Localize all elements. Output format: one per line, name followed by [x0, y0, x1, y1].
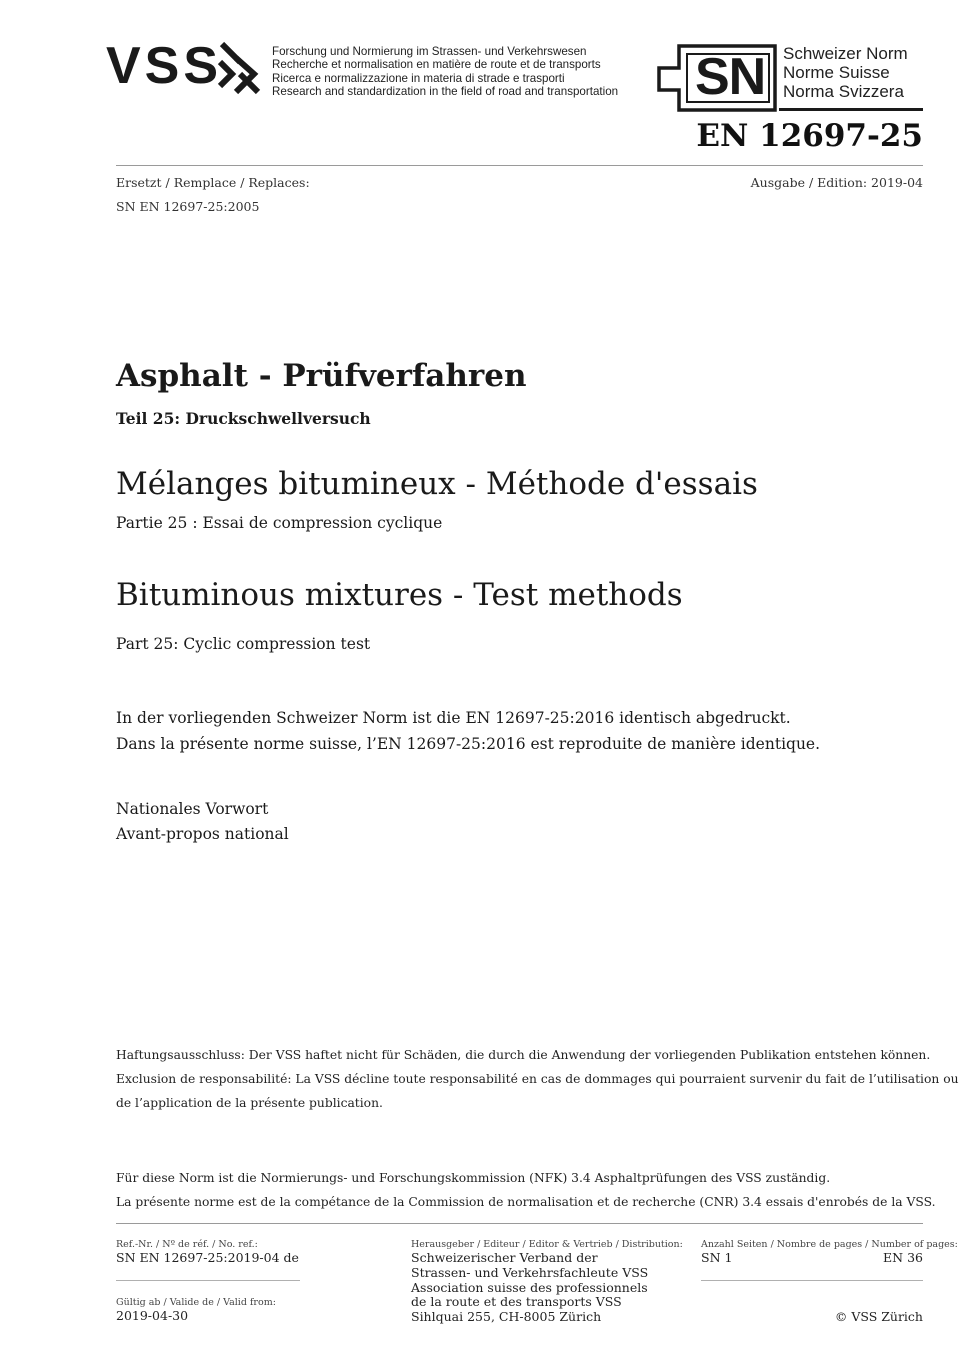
ref-label: Ref.-Nr. / Nº de réf. / No. ref.:: [116, 1239, 258, 1250]
title-en: Bituminous mixtures - Test methods: [116, 577, 683, 613]
vss-logo: [106, 37, 266, 100]
foreword-de: Nationales Vorwort: [116, 800, 269, 818]
pages-en: EN 36: [883, 1250, 923, 1265]
committee-fr: La présente norme est de la compétance de la Commission de normalisation et de recherche (CNR) 3.4 essais d'enrobés de la VSS.: [116, 1195, 936, 1209]
publisher-line: Strassen- und Verkehrsfachleute VSS: [411, 1264, 649, 1280]
vss-tagline-de: Forschung und Normierung im Strassen- und Verkehrswesen: [272, 45, 587, 58]
vss-tagline: [272, 45, 618, 99]
title-fr: Mélanges bitumineux - Méthode d'essais: [116, 466, 758, 502]
copyright: © VSS Zürich: [834, 1309, 923, 1324]
disclaimer-fr-line1: Exclusion de responsabilité: La VSS décline toute responsabilité en cas de dommages qui pourraient survenir du fait de l’utilisation ou: [116, 1072, 959, 1086]
disclaimer-de: Haftungsausschluss: Der VSS haftet nicht für Schäden, die durch die Anwendung der vorliegenden Publikation entstehen können.: [116, 1048, 931, 1062]
statement-fr: Dans la présente norme suisse, l’EN 12697-25:2016 est reproduite de manière identique.: [116, 735, 821, 753]
publisher-address: [411, 1251, 648, 1325]
statement-de: In der vorliegenden Schweizer Norm ist die EN 12697-25:2016 identisch abgedruckt.: [116, 709, 791, 727]
vss-chevron-icon: [206, 40, 266, 100]
committee-de: Für diese Norm ist die Normierungs- und Forschungskommission (NFK) 3.4 Asphaltprüfungen des VSS zuständig.: [116, 1171, 831, 1185]
sn-logo-text: SN: [695, 48, 766, 106]
publisher-line: Association suisse des professionnels: [411, 1279, 648, 1295]
vss-tagline-fr: Recherche et normalisation en matière de route et de transports: [272, 58, 601, 72]
publisher-label: Herausgeber / Editeur / Editor & Vertrieb / Distribution:: [411, 1239, 683, 1250]
pages-sn: SN 1: [701, 1250, 733, 1265]
sn-norm-names: [783, 44, 908, 101]
vss-tagline-en: Research and standardization in the field of road and transportation: [272, 85, 619, 99]
edition: Ausgabe / Edition: 2019-04: [750, 175, 923, 190]
standard-number: EN 12697-25: [696, 118, 923, 154]
ref-divider: [116, 1280, 300, 1281]
replaces-value: SN EN 12697-25:2005: [116, 199, 260, 214]
subtitle-en: Part 25: Cyclic compression test: [116, 635, 371, 653]
subtitle-fr: Partie 25 : Essai de compression cyclique: [116, 514, 443, 532]
sn-norm-fr: Norme Suisse: [783, 63, 890, 82]
sn-norm-underline: [779, 108, 923, 111]
publisher-line: de la route et des transports VSS: [411, 1294, 622, 1310]
publisher-line: Sihlquai 255, CH-8005 Zürich: [411, 1309, 602, 1325]
disclaimer-fr-line2: de l’application de la présente publication.: [116, 1096, 383, 1110]
vss-tagline-it: Ricerca e normalizzazione in materia di strade e trasporti: [272, 71, 565, 85]
publisher-line: Schweizerischer Verband der: [411, 1250, 598, 1265]
sn-norm-de: Schweizer Norm: [783, 44, 908, 63]
foreword-fr: Avant-propos national: [116, 825, 289, 843]
valid-label: Gültig ab / Valide de / Valid from:: [116, 1297, 276, 1308]
pages-label: Anzahl Seiten / Nombre de pages / Number of pages:: [701, 1239, 958, 1250]
header-divider: [116, 165, 923, 166]
sn-logo: [657, 44, 779, 112]
subtitle-de: Teil 25: Druckschwellversuch: [116, 409, 371, 428]
vss-logo-text: VSS: [106, 37, 223, 95]
valid-value: 2019-04-30: [116, 1308, 189, 1323]
sn-norm-it: Norma Svizzera: [783, 82, 904, 101]
replaces-label: Ersetzt / Remplace / Replaces:: [116, 175, 310, 190]
ref-value: SN EN 12697-25:2019-04 de: [116, 1250, 299, 1265]
pages-divider: [701, 1280, 923, 1281]
title-de: Asphalt - Prüfverfahren: [116, 358, 527, 394]
footer-divider: [116, 1223, 923, 1224]
